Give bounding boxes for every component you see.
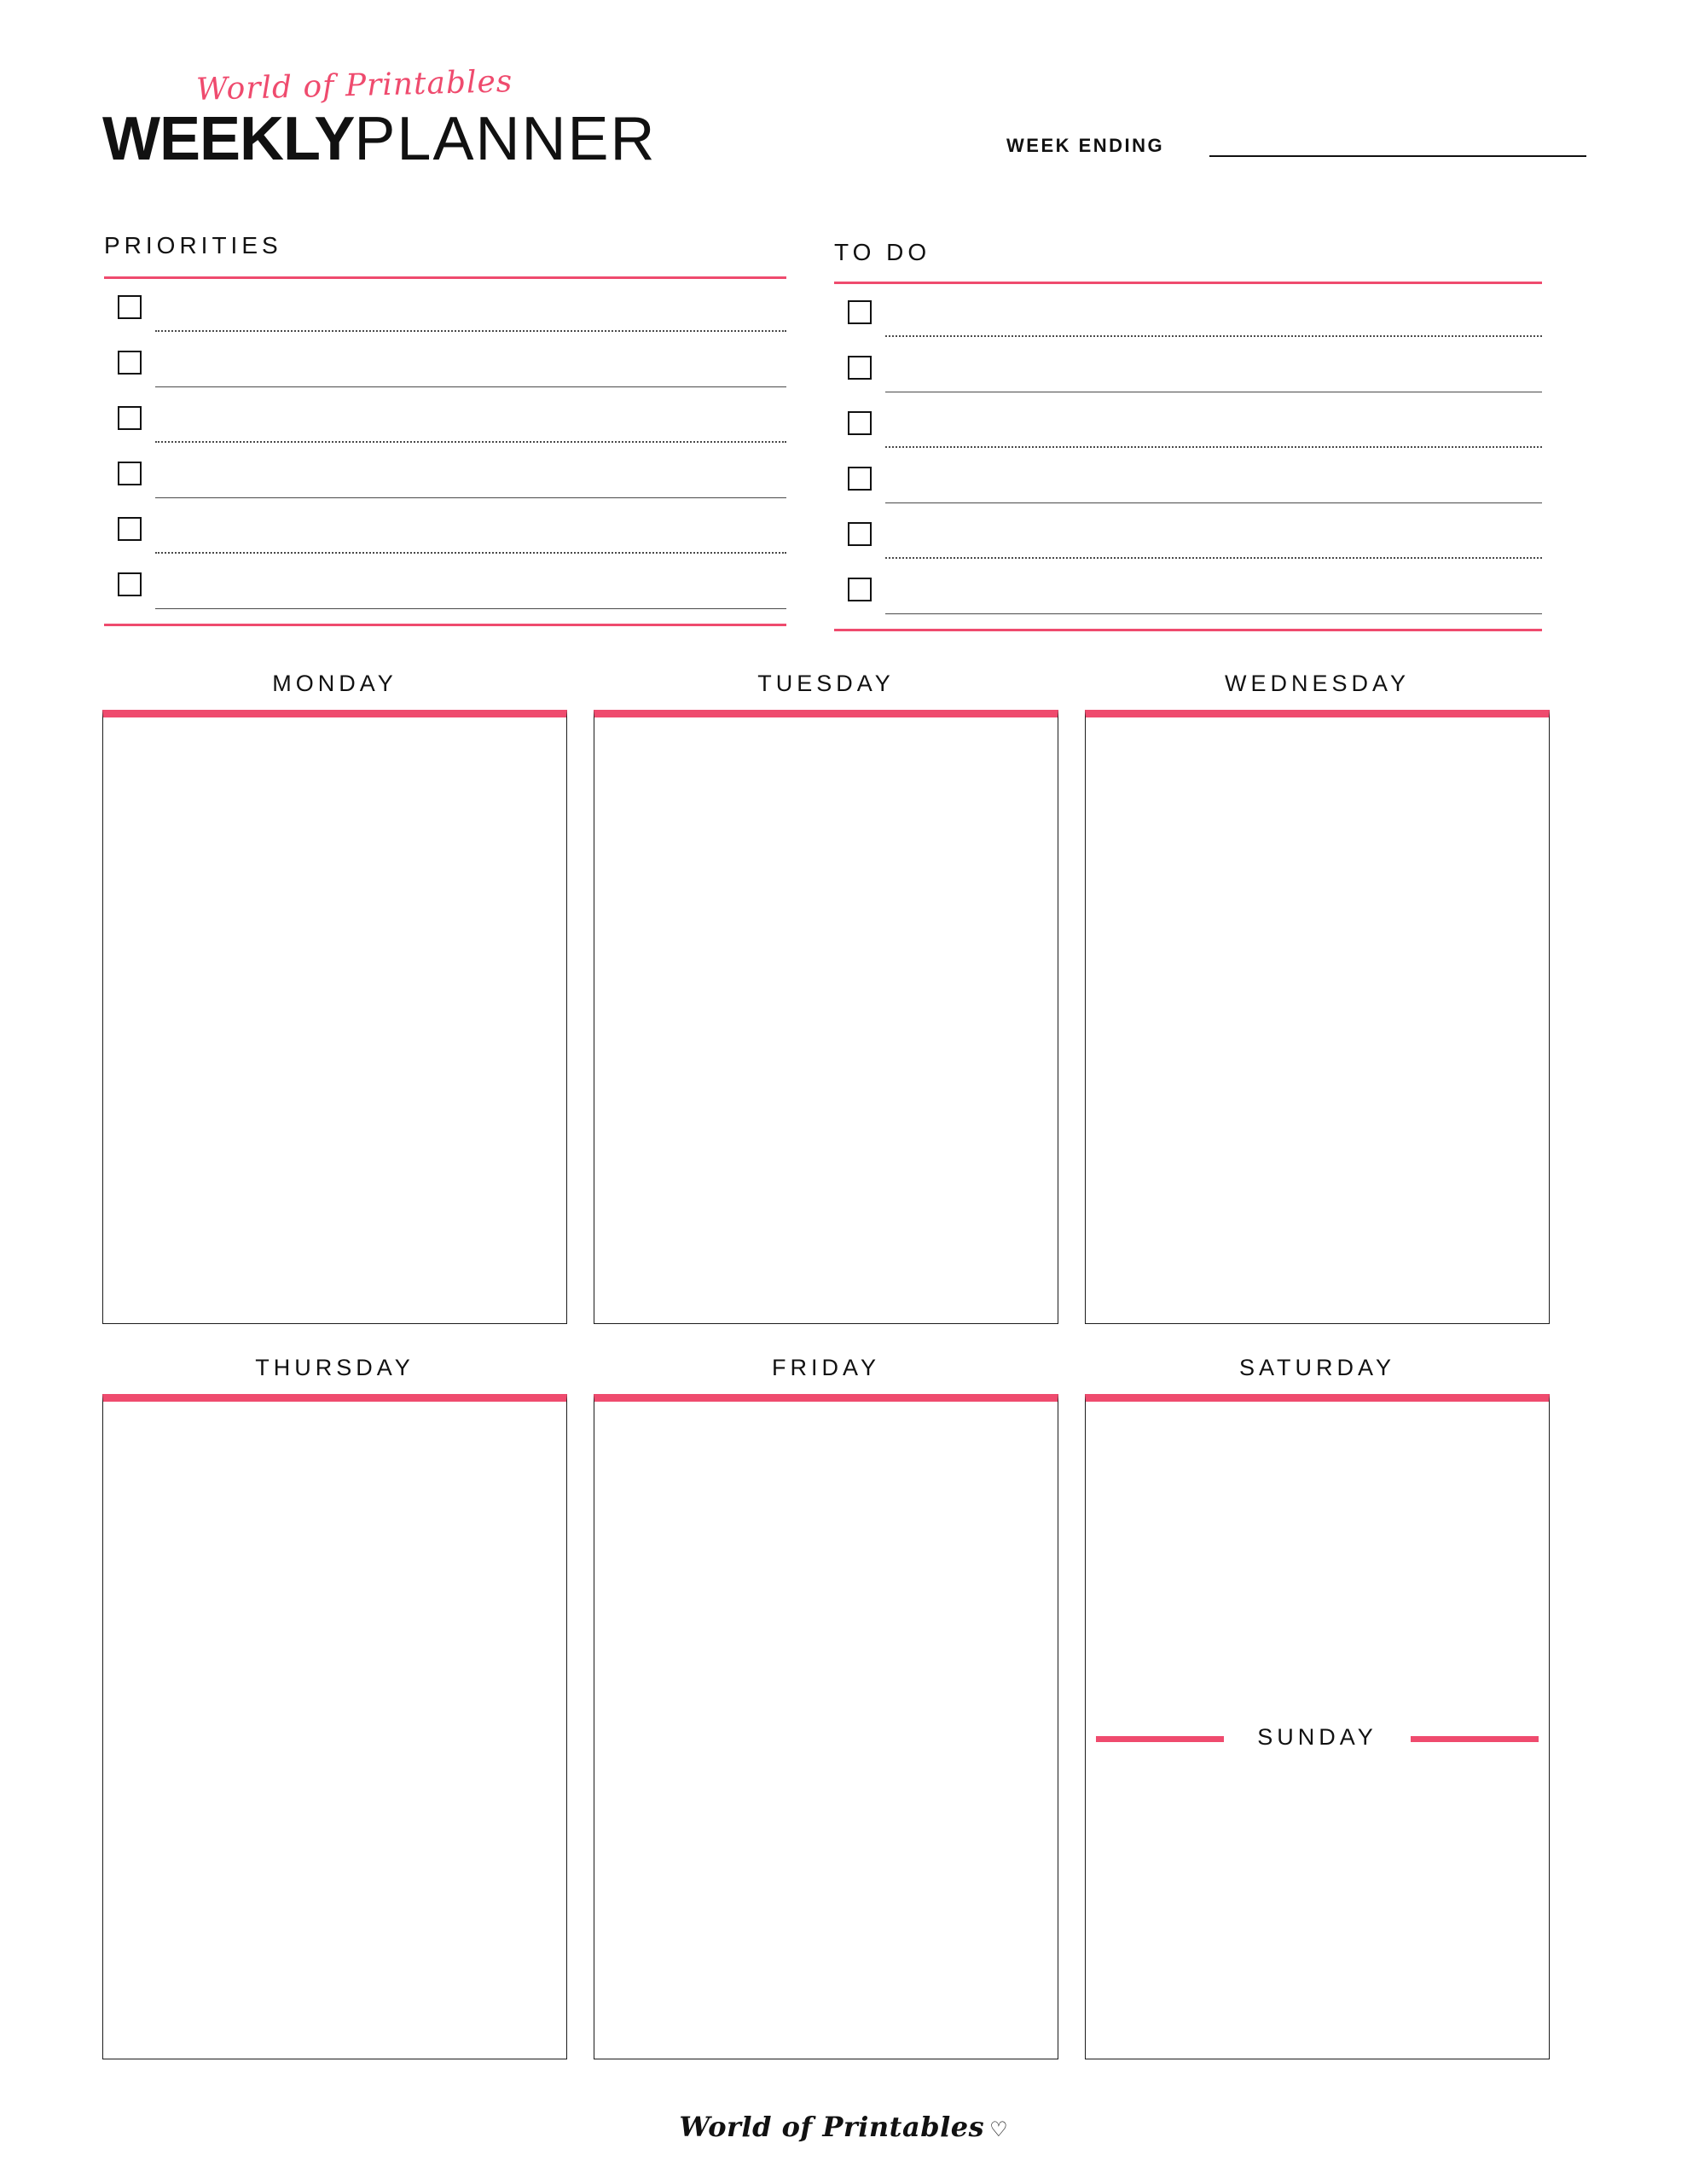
write-line[interactable] (155, 552, 786, 554)
priorities-checklist[interactable] (104, 276, 786, 626)
list-item[interactable] (834, 403, 1542, 448)
page-header (102, 64, 1586, 179)
checkbox[interactable] (848, 356, 872, 380)
write-line[interactable] (885, 557, 1542, 559)
list-item[interactable] (104, 287, 786, 332)
day-notes-monday[interactable] (102, 710, 567, 1324)
priorities-top-rule (104, 276, 786, 279)
page-footer (0, 2111, 1687, 2143)
week-ending-write-line[interactable] (1209, 155, 1586, 157)
write-line[interactable] (155, 608, 786, 609)
day-notes-wednesday[interactable] (1085, 710, 1550, 1324)
week-ending-label: WEEK ENDING (1006, 135, 1165, 156)
page-title (102, 104, 657, 174)
write-line[interactable] (885, 446, 1542, 448)
checkbox[interactable] (848, 467, 872, 491)
write-line[interactable] (885, 335, 1542, 337)
todo-heading: TO DO (834, 239, 931, 265)
write-line[interactable] (155, 497, 786, 498)
sunday-divider (1086, 1724, 1549, 1750)
checkbox[interactable] (118, 351, 142, 375)
sunday-rule-right (1411, 1736, 1539, 1742)
todo-checklist[interactable] (834, 282, 1542, 631)
write-line[interactable] (885, 613, 1542, 614)
write-line[interactable] (155, 386, 786, 387)
day-label-wednesday: WEDNESDAY (1224, 671, 1411, 696)
day-label-thursday: THURSDAY (255, 1355, 415, 1380)
todo-top-rule (834, 282, 1542, 284)
checkbox[interactable] (118, 572, 142, 596)
day-notes-thursday[interactable] (102, 1394, 567, 2059)
day-label-saturday: SATURDAY (1238, 1355, 1395, 1380)
checkbox[interactable] (118, 462, 142, 485)
write-line[interactable] (885, 502, 1542, 503)
todo-bottom-rule (834, 629, 1542, 631)
page-title-bold: WEEKLY (102, 105, 355, 173)
footer-brand-label: World of Printables (679, 2111, 985, 2143)
checkbox[interactable] (118, 517, 142, 541)
checkbox[interactable] (848, 300, 872, 324)
list-item[interactable] (834, 569, 1542, 614)
list-item[interactable] (104, 453, 786, 498)
checkbox[interactable] (848, 578, 872, 601)
priorities-bottom-rule (104, 624, 786, 626)
list-item[interactable] (834, 514, 1542, 559)
checkbox[interactable] (118, 295, 142, 319)
checkbox[interactable] (848, 522, 872, 546)
priorities-heading: PRIORITIES (104, 232, 282, 258)
list-item[interactable] (104, 342, 786, 387)
brand-script-logo: World of Printables (195, 64, 513, 107)
week-ending-field[interactable] (1006, 130, 1586, 164)
list-item[interactable] (104, 398, 786, 443)
page-title-light: PLANNER (354, 105, 657, 173)
heart-icon: ♡ (989, 2118, 1008, 2141)
list-item[interactable] (104, 564, 786, 609)
list-item[interactable] (104, 508, 786, 554)
day-label-monday: MONDAY (272, 671, 397, 696)
list-item[interactable] (834, 458, 1542, 503)
list-item[interactable] (834, 347, 1542, 392)
checkbox[interactable] (118, 406, 142, 430)
list-item[interactable] (834, 292, 1542, 337)
day-label-tuesday: TUESDAY (757, 671, 895, 696)
day-label-friday: FRIDAY (771, 1355, 880, 1380)
day-notes-tuesday[interactable] (594, 710, 1058, 1324)
write-line[interactable] (155, 330, 786, 332)
day-label-sunday: SUNDAY (1257, 1724, 1377, 1750)
write-line[interactable] (155, 441, 786, 443)
checkbox[interactable] (848, 411, 872, 435)
day-notes-friday[interactable] (594, 1394, 1058, 2059)
day-notes-saturday-sunday[interactable] (1085, 1394, 1550, 2059)
